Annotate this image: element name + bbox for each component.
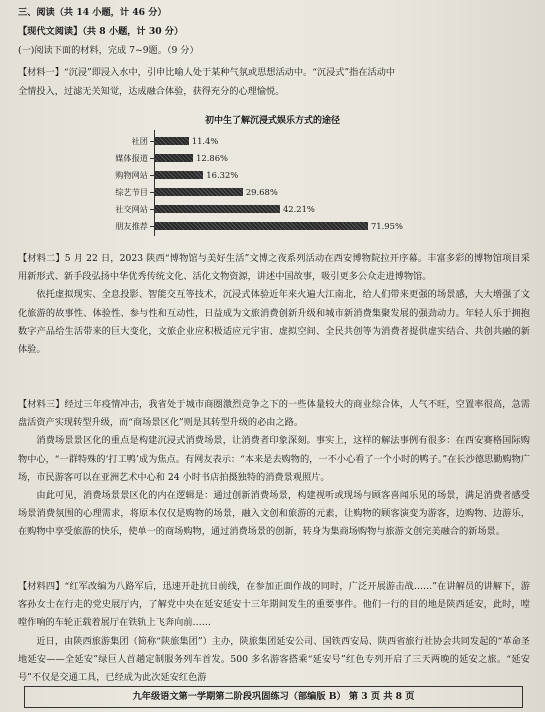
category-label: 社交网站 [115, 204, 148, 214]
category-label: 综艺节目 [115, 187, 148, 197]
y-axis-tick [150, 141, 154, 142]
category-label: 社团 [131, 136, 148, 146]
material3-paragraph-1: 【材料三】经过三年疫情冲击，我省处于城市商圈激烈竞争之下的一些体量较大的商业综合体，人气不旺，空置率很高，急需盘活资产实现转型升级，而“商场景区化”则是其转型升级的必由之路。 [18, 399, 530, 429]
bar-value-label: 29.68% [245, 187, 278, 197]
material3 [18, 396, 530, 542]
bar [155, 222, 368, 230]
bar-value-label: 11.4% [191, 136, 219, 146]
material3-paragraph-3: 由此可见，消费场景景区化的内在逻辑是：通过创新消费场景，构建视听或现场与顾客喜闻乐见的场景，满足消费者感受场景消费氛围的心理需求，将原本仅仅是购物的场景，融入文创和旅游的元素，让购物的顾客演变为游客，边购物、边游乐，在购物中享受旅游的快乐，使单一的商场购物，通过消费场景的创新，转身为集商场购物与旅游文创完美融合的新场景。 [18, 490, 530, 538]
y-axis-tick [150, 158, 154, 159]
bar-value-label: 16.32% [206, 170, 239, 180]
subsection-heading: 【现代文阅读】（共 8 小题，计 30 分） [18, 26, 184, 37]
material1-line2: 全情投入，过滤无关知觉，达成融合体验，获得充分的心理愉悦。 [18, 86, 285, 97]
page-footer: 九年级语文第一学期第二阶段巩固练习（部编版 B） 第 3 页 共 8 页 [24, 686, 523, 708]
material4-paragraph-1: 【材料四】“红军改编为八路军后，迅速开赴抗日前线，在参加正面作战的同时，广泛开展游击战……”在讲解员的讲解下，游客孙女士在行走的党史展厅内，了解党中央在延安延安十三年期间发生的重要事件。他们一行的目的地是陕西延安，此时，嘡嘡作响的车轮正载着展厅在铁轨上飞奔向前…… [18, 581, 530, 629]
material3-paragraph-2: 消费场景景区化的重点是构建沉浸式消费场景，让消费者印象深刻。事实上，这样的解法事例有很多：在西安赛格国际购物中心，“一群特殊的‘打工鸭’成为焦点。有网友表示：“本来是去购物的，一不小心看了一个小时的鸭子。”在长沙德思勤购物广场，市民游客可以在亚洲艺术中心和 24 小时书店拍摄独特的消费景观照片。 [18, 435, 530, 483]
bar [155, 205, 280, 213]
y-axis-tick [150, 209, 154, 210]
category-label: 朋友推荐 [115, 221, 148, 231]
bar-value-label: 71.95% [370, 221, 403, 231]
material4 [18, 578, 530, 687]
y-axis-tick [150, 175, 154, 176]
y-axis-tick [150, 226, 154, 227]
bar [155, 188, 243, 196]
section-heading: 三、阅读（共 14 小题，计 46 分） [18, 7, 167, 18]
material4-paragraph-2: 近日，由陕西旅游集团（简称“陕旅集团”）主办，陕旅集团延安公司、国铁西安局、陕西省旅行社协会共同发起的“革命圣地延安——全延安”绿巨人首趟定制服务列车首发。500 多名游客搭乘“延安号”红色专列开启了三天两晚的延安之旅。“延安号”不仅是交通工具，已经成为此次延安红色游 [18, 635, 530, 684]
y-axis-tick [150, 192, 154, 193]
material2-paragraph-2: 依托虚拟现实、全息投影、智能交互等技术，沉浸式体验近年来火遍大江南北，给人们带来更强的场景感，大大增强了文化旅游的故事性、体验性、参与性和互动性，日益成为文旅消费创新升级和城市新消费集聚发展的强劲动力。年轻人乐于拥抱数字产品给生活带来的巨大变化，文旅企业应积极适应元宇宙、虚拟空间、全民共创等为消费者提供虚实结合、共创共融的新体验。 [18, 289, 530, 356]
material2 [18, 250, 530, 359]
y-axis-line [154, 130, 155, 236]
chart-title: 初中生了解沉浸式娱乐方式的途径 [204, 116, 340, 126]
category-label: 购物网站 [115, 170, 148, 180]
bar [155, 171, 203, 179]
material2-paragraph-1: 【材料二】5 月 22 日，2023 陕西“博物馆与美好生活”文博之夜系列活动在西安博物院拉开序幕。丰富多彩的博物馆项目采用新形式、新手段弘扬中华优秀传统文化、活化文物资源，讲述中国故事，吸引更多公众走进博物馆。 [18, 253, 530, 283]
bar [155, 137, 189, 145]
bar-chart [0, 130, 545, 248]
material1-line1: 【材料一】“沉浸”即浸入水中，引申比喻人处于某种气氛或思想活动中。“沉浸式”指在活动中 [18, 67, 396, 78]
bar-value-label: 12.86% [196, 153, 228, 163]
question-instruction: (一)阅读下面的材料，完成 7~9题。（9 分） [18, 45, 199, 56]
category-label: 媒体报道 [115, 153, 148, 163]
bar-value-label: 42.21% [282, 204, 315, 214]
bar [155, 154, 193, 162]
